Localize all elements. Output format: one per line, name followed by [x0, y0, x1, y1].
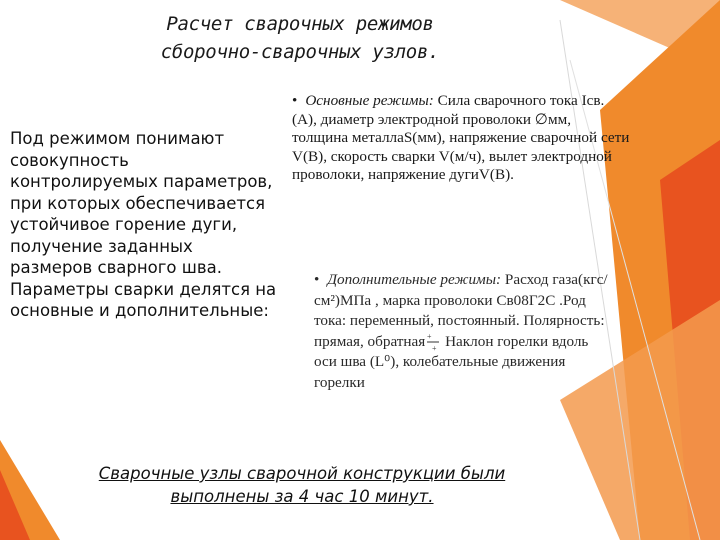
extra-modes-text-2: Наклон горелки вдоль оси шва (L⁰), колебательные движения горелки — [314, 332, 589, 391]
extra-modes-text-1: Расход газа(кгс/см²)МПа , марка проволоки Св08Г2С .Род тока: переменный, постоянный. Полярность: прямая, обратная — [314, 271, 608, 350]
main-modes-block — [292, 92, 630, 185]
svg-text:+: + — [432, 344, 437, 353]
main-modes-text: Сила сварочного тока Iсв. (А), диаметр электродной проволоки ∅мм, толщина металлаS(мм), напряжение сварочной сети V(В), скорость сварки V(м/ч), вылет электродной проволоки, напряжение дугиV(В). — [292, 92, 630, 183]
slide-title — [60, 10, 540, 66]
bullet-icon: • — [292, 92, 298, 109]
title-line-1: Расчет сварочных режимов — [166, 13, 434, 35]
bullet-icon: • — [314, 271, 320, 288]
footer-note — [60, 462, 544, 508]
svg-text:+: + — [427, 332, 432, 342]
extra-modes-block — [314, 270, 610, 393]
definition-text: Под режимом понимают совокупность контролируемых параметров, при которых обеспечивается устойчивое горение дуги, получение заданных размеров сварного шва. Параметры сварки делятся на основные и дополнительные: — [10, 129, 277, 320]
extra-modes-label: Дополнительные режимы: — [327, 271, 502, 288]
main-modes-label: Основные режимы: — [305, 92, 434, 109]
footer-line-1: Сварочные узлы сварочной конструкции были — [98, 464, 506, 483]
title-line-2: сборочно-сварочных узлов. — [160, 41, 440, 63]
polarity-symbol-icon — [425, 332, 441, 352]
footer-line-2: выполнены за 4 час 10 минут. — [170, 487, 434, 506]
